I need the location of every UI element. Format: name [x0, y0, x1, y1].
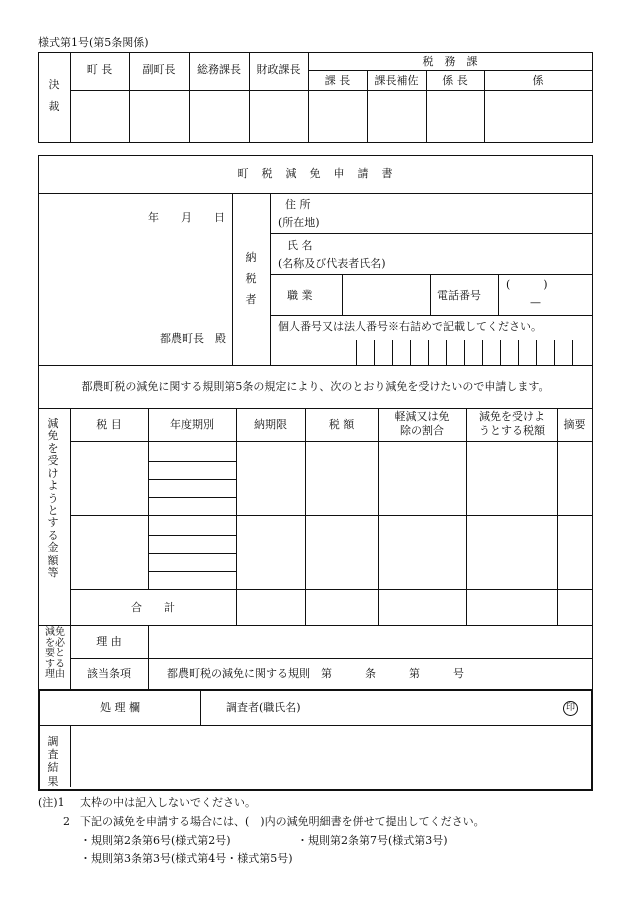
form-number: 様式第1号(第5条関係) [38, 36, 149, 49]
form-title: 町 税 減 免 申 請 書 [237, 167, 394, 180]
approval-deputy-mayor: 副町長 [142, 63, 176, 76]
approval-mayor: 町 長 [86, 63, 113, 76]
note-item-2: ・規則第2条第7号(様式第3号) [297, 834, 448, 847]
name-label: 氏 名 [287, 239, 313, 252]
approval-label: 決裁 [48, 78, 60, 113]
seal-mark-icon: 印 [563, 701, 578, 716]
article-text: 都農町税の減免に関する規則 第 条 第 号 [167, 667, 464, 680]
approval-staff: 係 [532, 74, 544, 87]
processing-label: 処 理 欄 [100, 701, 140, 714]
note-item-1: ・規則第2条第6号(様式第2号) [80, 834, 231, 847]
note-1: 太枠の中は記入しないでください。 [80, 796, 256, 809]
application-statement: 都農町税の減免に関する規則第5条の規定により、次のとおり減免を受けたいので申請します。 [81, 380, 550, 393]
article-label: 該当条項 [87, 667, 131, 680]
header-tax-item: 税 目 [96, 418, 122, 431]
approval-section-chief: 係 長 [442, 74, 468, 87]
header-due-date: 納期限 [254, 418, 287, 431]
header-remarks: 摘要 [563, 418, 586, 431]
notes-prefix: (注)1 [38, 796, 65, 809]
note-2: 下記の減免を申請する場合には、( )内の減免明細書を併せて提出してください。 [80, 815, 485, 828]
total-label: 合 計 [131, 601, 175, 614]
name-note: (名称及び代表者氏名) [278, 257, 386, 270]
reason-side-label: 減免を必要とする理由 [45, 627, 65, 680]
application-date: 年 月 日 [148, 211, 225, 224]
approval-tax-division: 税 務 課 [422, 55, 478, 68]
approval-tax-chief: 課 長 [324, 74, 351, 87]
note-2-number: 2 [63, 815, 70, 828]
address-note: (所在地) [278, 216, 320, 229]
phone-area-code: ( ) [506, 278, 548, 291]
header-tax-amount: 税 額 [328, 418, 355, 431]
id-number-label: 個人番号又は法人番号※右詰めで記載してください。 [278, 320, 542, 333]
approval-assistant-chief: 課長補佐 [374, 74, 419, 87]
approval-finance: 財政課長 [256, 63, 301, 76]
address-label: 住 所 [285, 198, 311, 211]
amounts-side-label: 減免を受けようとする金額等 [47, 417, 59, 580]
header-fiscal-period: 年度期別 [170, 418, 214, 431]
approval-general-affairs: 総務課長 [197, 63, 241, 76]
investigation-result-label: 調査結果 [47, 735, 59, 788]
note-item-3: ・規則第3条第3号(様式第4号・様式第5号) [80, 852, 293, 865]
taxpayer-label: 納税者 [245, 251, 257, 306]
reason-label: 理 由 [96, 635, 122, 648]
occupation-label: 職 業 [287, 289, 313, 302]
phone-label: 電話番号 [437, 289, 481, 302]
header-reduction-rate: 軽減又は免除の割合 [394, 410, 450, 438]
phone-dash: — [530, 296, 541, 309]
header-requested-amount: 減免を受けようとする税額 [479, 410, 545, 438]
addressee: 都農町長 殿 [160, 332, 226, 345]
investigator-label: 調査者(職氏名) [226, 701, 301, 714]
